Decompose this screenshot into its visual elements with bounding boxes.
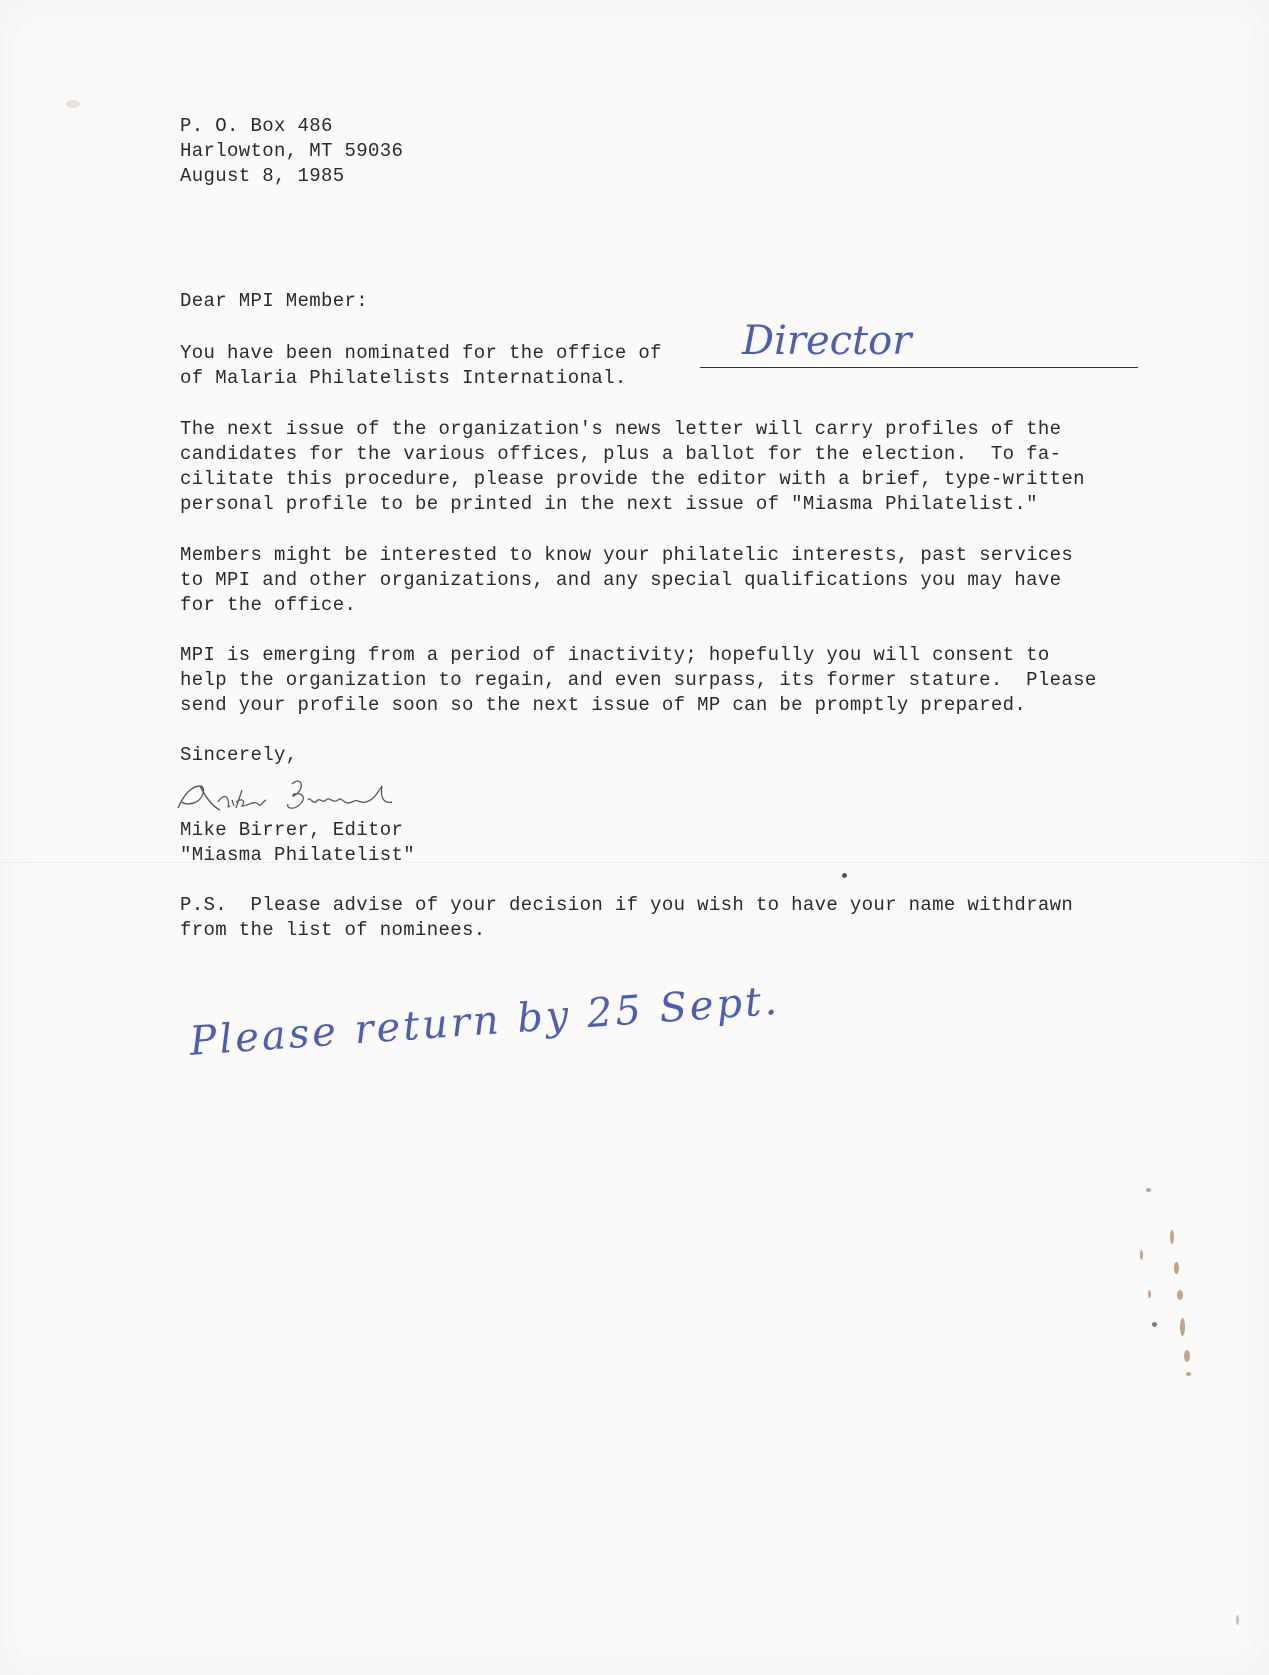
postscript-line: from the list of nominees. <box>180 919 486 941</box>
paragraph-line: MPI is emerging from a period of inactivity; hopefully you will consent to <box>180 644 1050 666</box>
signer-name: Mike Birrer, Editor <box>180 819 404 841</box>
closing: Sincerely, <box>180 744 298 766</box>
paper-speck <box>1152 1322 1157 1327</box>
paragraph-line: candidates for the various offices, plus a ballot for the election. To fa- <box>180 443 1062 465</box>
handwritten-office: Director <box>742 318 912 364</box>
paper-stain <box>1180 1318 1185 1336</box>
signer-title: "Miasma Philatelist" <box>180 844 416 866</box>
paper-stain <box>1170 1230 1174 1244</box>
paragraph-line: help the organization to regain, and even surpass, its former stature. Please <box>180 669 1097 691</box>
nomination-text-line2: of Malaria Philatelists International. <box>180 367 627 389</box>
paper-speck <box>1236 1615 1239 1625</box>
office-fill-in-line <box>700 367 1138 368</box>
paragraph-line: The next issue of the organization's news letter will carry profiles of the <box>180 418 1062 440</box>
signature-text: Mike Birrer <box>170 772 175 773</box>
nomination-text-line1: You have been nominated for the office of <box>180 342 662 364</box>
paragraph-line: Members might be interested to know your philatelic interests, past services <box>180 544 1074 566</box>
paper-stain <box>1140 1250 1143 1260</box>
paragraph-line: personal profile to be printed in the next issue of "Miasma Philatelist." <box>180 493 1038 515</box>
paper-stain <box>66 100 80 108</box>
paper-speck <box>842 873 847 878</box>
paper-stain <box>1186 1372 1191 1376</box>
paper-stain <box>1146 1188 1151 1192</box>
paper-stain <box>1174 1262 1179 1274</box>
letter-date: August 8, 1985 <box>180 165 345 187</box>
salutation: Dear MPI Member: <box>180 290 369 312</box>
paper-stain <box>1177 1290 1183 1300</box>
sender-address-line2: Harlowton, MT 59036 <box>180 140 404 162</box>
sender-address-line1: P. O. Box 486 <box>180 115 333 137</box>
handwritten-note: Please return by 25 Sept. <box>188 977 782 1065</box>
paragraph-line: for the office. <box>180 594 357 616</box>
postscript-line: P.S. Please advise of your decision if you wish to have your name withdrawn <box>180 894 1074 916</box>
paper-stain <box>1184 1350 1190 1362</box>
paragraph-line: cilitate this procedure, please provide the editor with a brief, type-written <box>180 468 1085 490</box>
paragraph-line: send your profile soon so the next issue of MP can be promptly prepared. <box>180 694 1027 716</box>
paper-stain <box>1148 1290 1151 1298</box>
paragraph-line: to MPI and other organizations, and any special qualifications you may have <box>180 569 1062 591</box>
signature-image <box>170 772 420 820</box>
